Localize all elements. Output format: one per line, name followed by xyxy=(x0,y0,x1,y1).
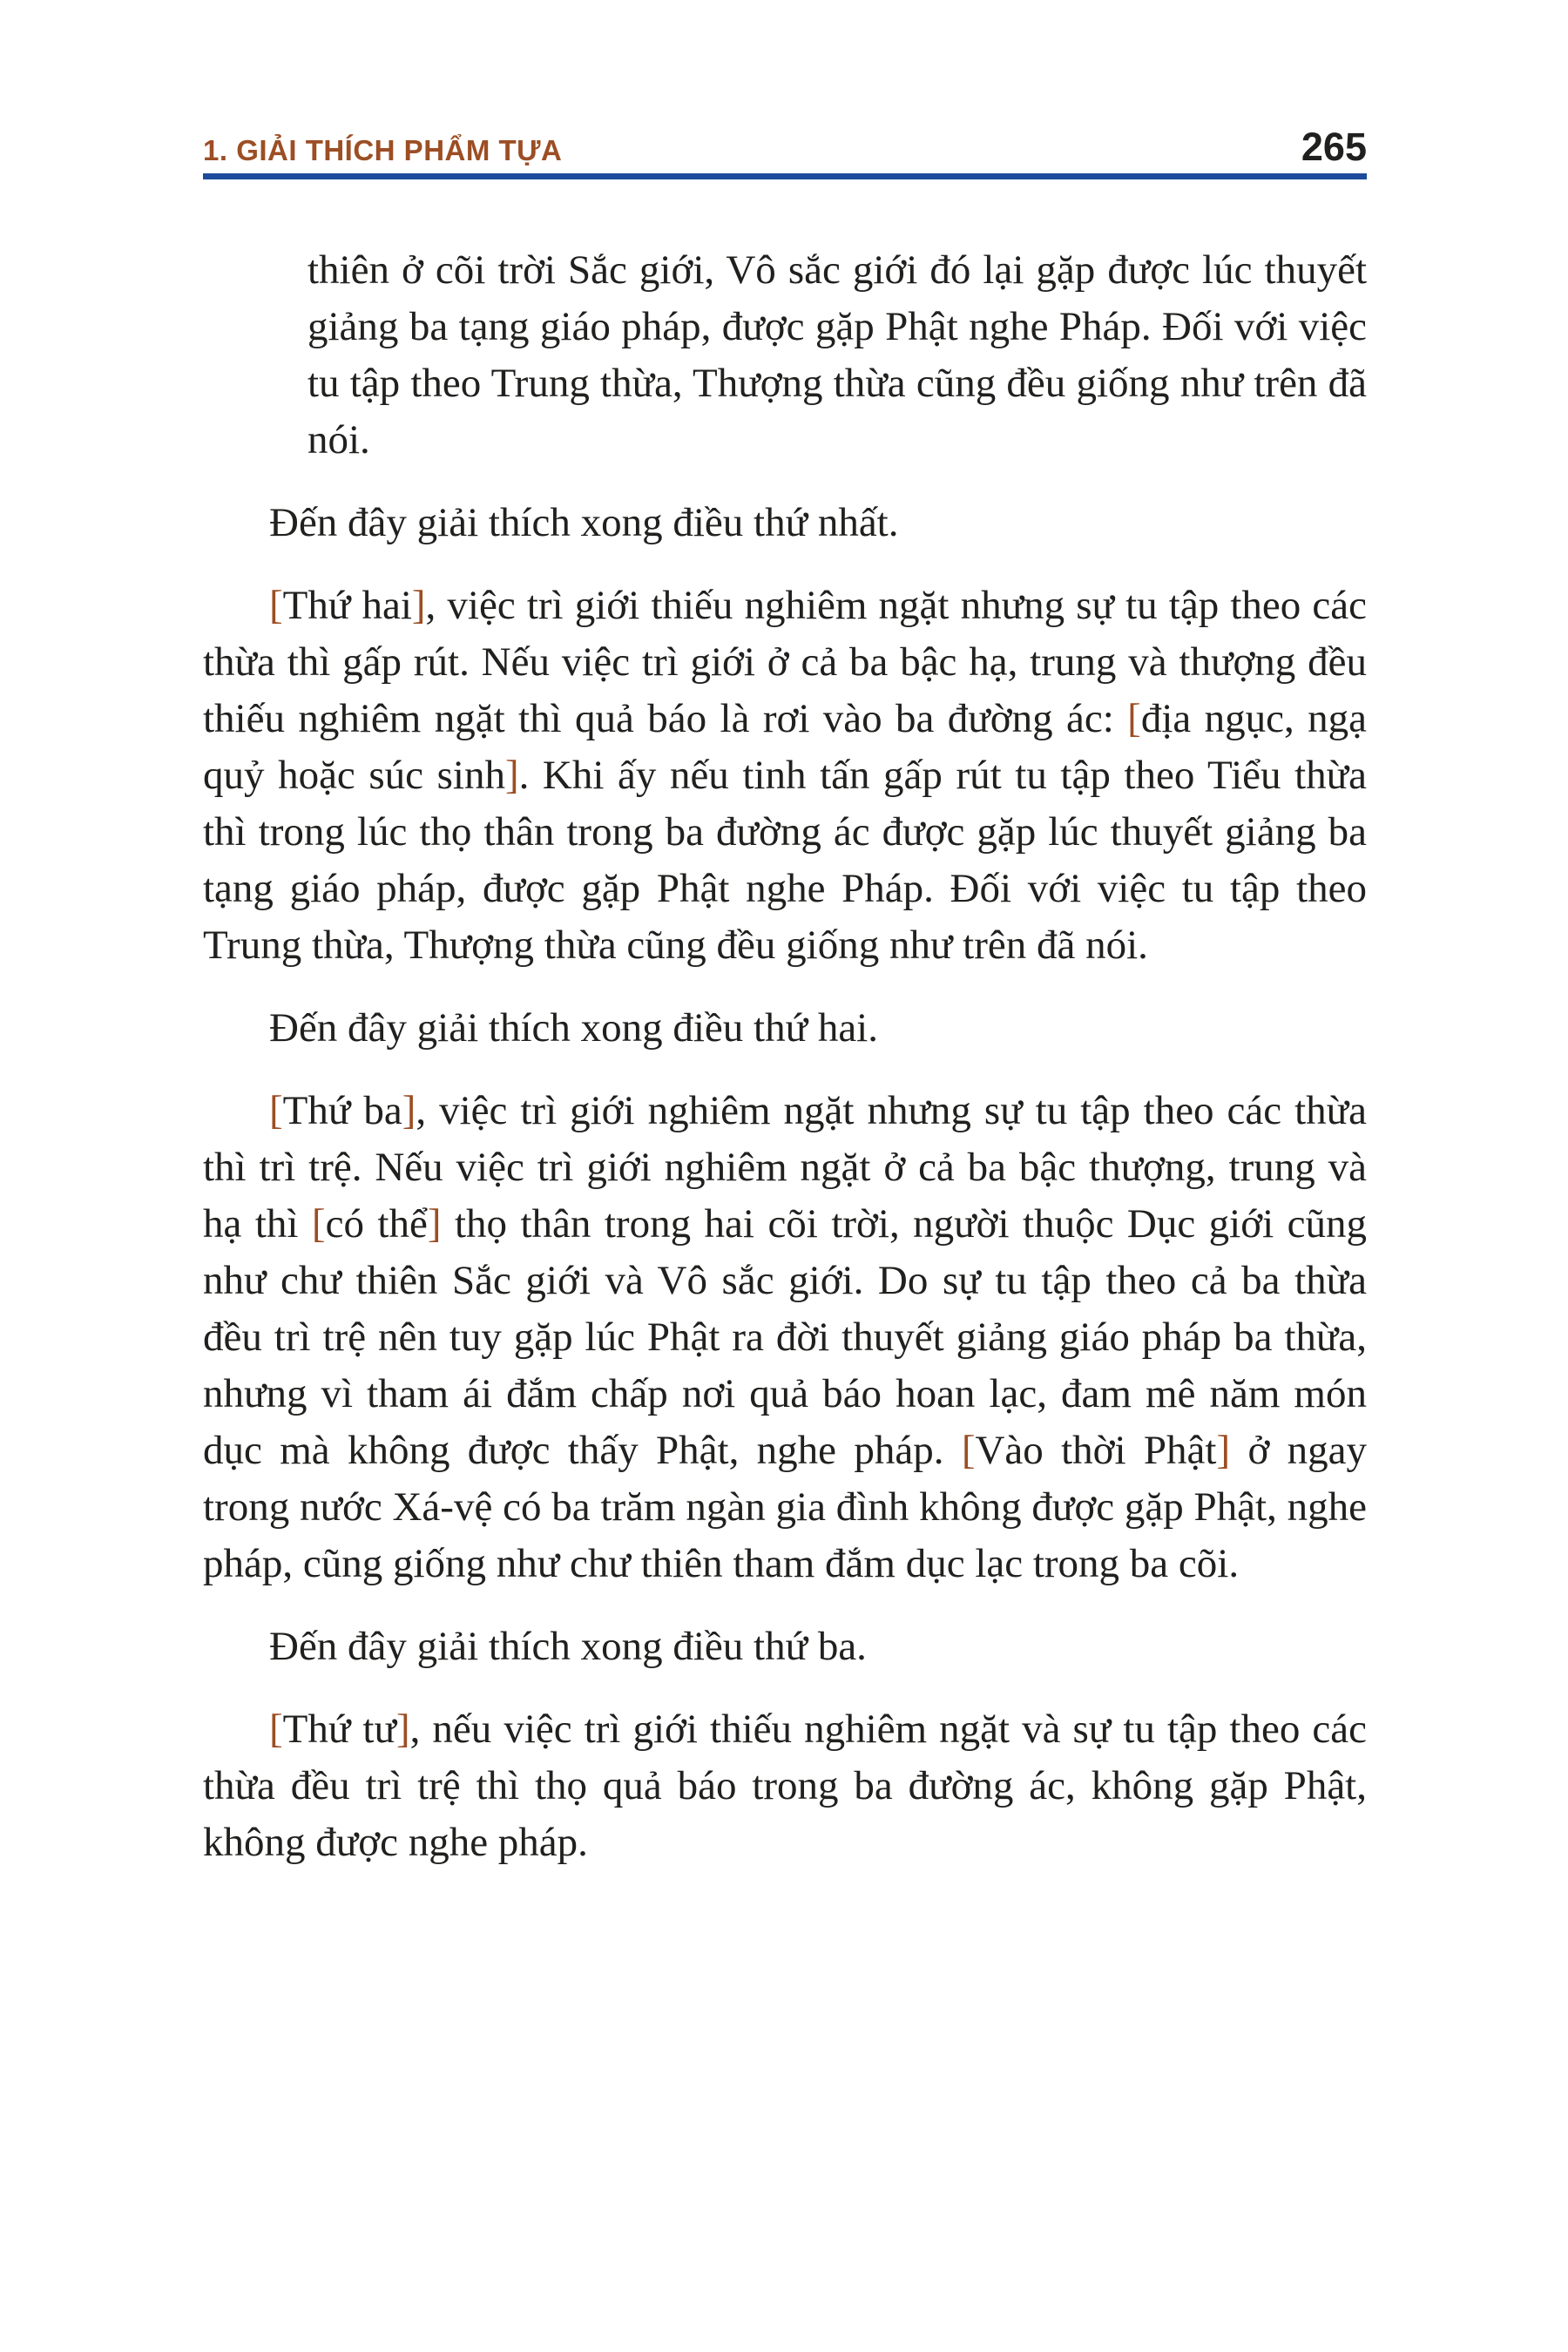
bracket-mark: [ xyxy=(269,1707,283,1752)
body-paragraph: Đến đây giải thích xong điều thứ hai. xyxy=(269,1005,878,1051)
bracket-mark: [ xyxy=(269,583,283,628)
bracket-mark: [ xyxy=(1127,696,1141,741)
body-paragraph: Đến đây giải thích xong điều thứ nhất. xyxy=(269,500,899,545)
page-header xyxy=(203,125,1367,170)
header-rule xyxy=(203,173,1367,179)
page-body xyxy=(203,242,1367,1897)
running-header-title: 1. GIẢI THÍCH PHẨM TỰA xyxy=(203,134,563,166)
page-number: 265 xyxy=(1301,125,1367,169)
bracket-mark: [ xyxy=(311,1201,326,1247)
body-paragraph: [Thứ hai], việc trì giới thiếu nghiêm ngặt nhưng sự tu tập theo các thừa thì gấp rút. Nếu việc trì giới ở cả ba bậc hạ, trung và thượng đều thiếu nghiêm ngặt thì quả báo là rơi vào ba đường ác: [địa ngục, ngạ quỷ hoặc súc sinh]. Khi ấy nếu tinh tấn gấp rút tu tập theo Tiểu thừa thì trong lúc thọ thân trong ba đường ác được gặp lúc thuyết giảng ba tạng giáo pháp, được gặp Phật nghe Pháp. Đối với việc tu tập theo Trung thừa, Thượng thừa cũng đều giống như trên đã nói. xyxy=(203,583,1367,968)
bracket-mark: ] xyxy=(402,1088,416,1133)
bracket-mark: ] xyxy=(427,1201,442,1247)
body-paragraph: thiên ở cõi trời Sắc giới, Vô sắc giới đó lại gặp được lúc thuyết giảng ba tạng giáo pháp, được gặp Phật nghe Pháp. Đối với việc tu tập theo Trung thừa, Thượng thừa cũng đều giống như trên đã nói. xyxy=(308,247,1367,463)
bracket-mark: ] xyxy=(411,583,426,628)
bracket-mark: [ xyxy=(961,1428,976,1473)
body-paragraph: [Thứ tư], nếu việc trì giới thiếu nghiêm ngặt và sự tu tập theo các thừa đều trì trệ thì thọ quả báo trong ba đường ác, không gặp Phật, không được nghe pháp. xyxy=(203,1707,1367,1865)
body-paragraph: [Thứ ba], việc trì giới nghiêm ngặt nhưng sự tu tập theo các thừa thì trì trệ. Nếu việc trì giới nghiêm ngặt ở cả ba bậc thượng, trung và hạ thì [có thể] thọ thân trong hai cõi trời, người thuộc Dục giới cũng như chư thiên Sắc giới và Vô sắc giới. Do sự tu tập theo cả ba thừa đều trì trệ nên tuy gặp lúc Phật ra đời thuyết giảng giáo pháp ba thừa, nhưng vì tham ái đắm chấp nơi quả báo hoan lạc, đam mê năm món dục mà không được thấy Phật, nghe pháp. [Vào thời Phật] ở ngay trong nước Xá-vệ có ba trăm ngàn gia đình không được gặp Phật, nghe pháp, cũng giống như chư thiên tham đắm dục lạc trong ba cõi. xyxy=(203,1088,1368,1586)
bracket-mark: ] xyxy=(395,1707,410,1752)
bracket-mark: [ xyxy=(269,1088,283,1133)
bracket-mark: ] xyxy=(504,753,519,798)
bracket-mark: ] xyxy=(1216,1428,1231,1473)
body-paragraph: Đến đây giải thích xong điều thứ ba. xyxy=(269,1624,867,1669)
